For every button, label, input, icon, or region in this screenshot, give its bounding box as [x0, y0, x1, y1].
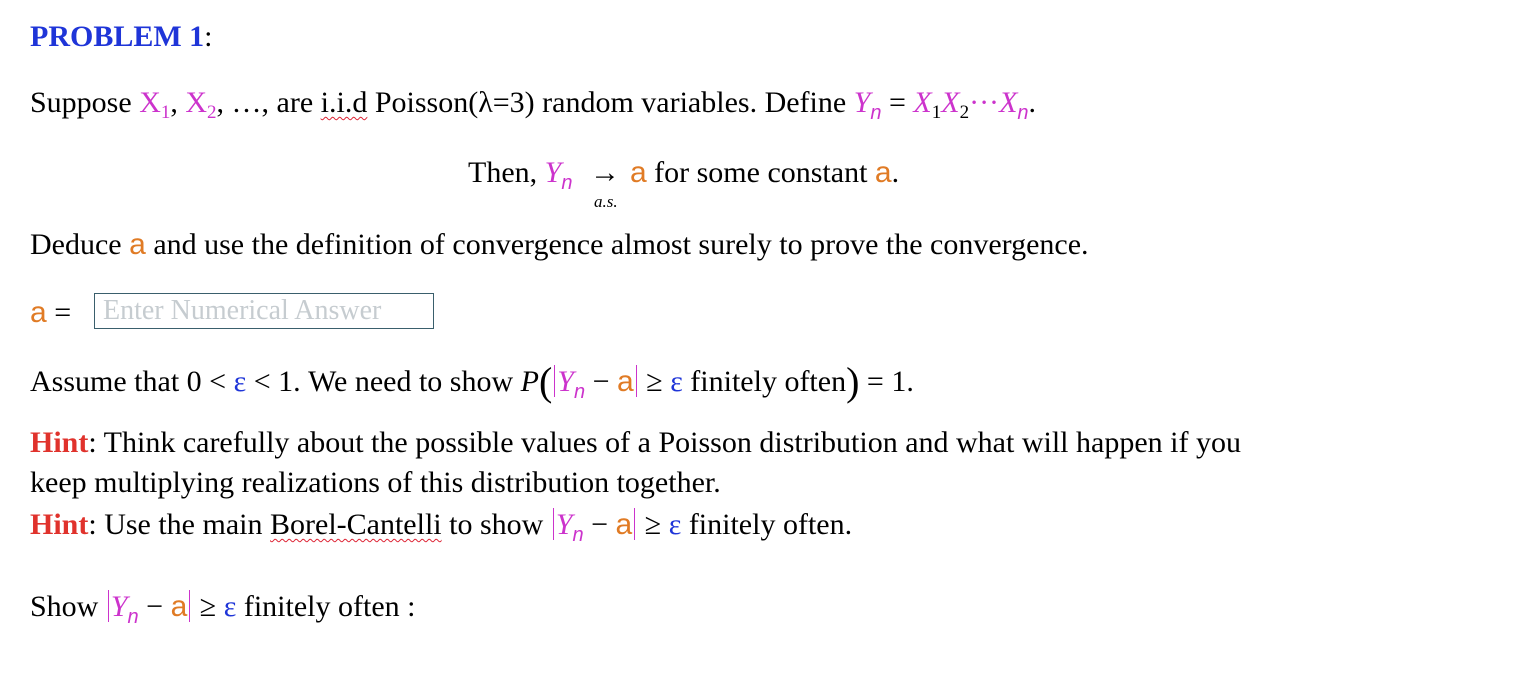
epsilon: ε: [670, 365, 683, 398]
hint-2-text: : Use the main: [88, 508, 270, 541]
minus: −: [585, 365, 618, 398]
ge-sign: ≥: [192, 590, 224, 623]
distribution-text: Poisson(λ=3) random variables. Define: [367, 86, 854, 119]
problem-title: [30, 20, 213, 54]
var-y-sub: n: [870, 102, 882, 124]
show-line: [30, 590, 416, 629]
problem-title-colon: :: [204, 20, 213, 53]
hint-1-text-2: keep multiplying realizations of this distribution together.: [30, 466, 721, 499]
prod-xn: X: [999, 86, 1018, 119]
open-paren: (: [538, 359, 553, 404]
finitely-often-text: finitely often.: [681, 508, 853, 541]
hint-1-text: : Think carefully about the possible values of a Poisson distribution and what will happen if you: [88, 426, 1241, 459]
then-text: Then,: [468, 156, 545, 189]
iid-text: i.i.d: [320, 86, 368, 119]
abs-bar-right: [189, 590, 190, 622]
var-y-sub: n: [573, 381, 586, 403]
prod-dots: ···: [969, 86, 1000, 119]
equals-sign: =: [881, 86, 914, 119]
deduce-rest: and use the definition of convergence almost surely to prove the convergence.: [145, 228, 1089, 261]
hint-1-continued: [30, 466, 721, 500]
prod-x2-sub: 2: [959, 102, 970, 123]
hint-label: Hint: [30, 426, 89, 459]
show-colon: :: [399, 590, 416, 623]
close-paren: ): [846, 359, 860, 404]
var-y: Y: [110, 590, 128, 623]
constant-a-2: a: [874, 156, 892, 189]
abs-bar-right: [634, 508, 635, 540]
minus: −: [583, 508, 616, 541]
minus: −: [138, 590, 171, 623]
var-y: Y: [555, 508, 573, 541]
answer-label: [30, 296, 71, 330]
abs-bar-left: [554, 365, 555, 397]
problem-title-text: PROBLEM 1: [30, 20, 205, 53]
abs-bar-left: [553, 508, 554, 540]
assume-line: [30, 358, 914, 405]
answer-label-eq: =: [46, 296, 72, 329]
problem-statement-line: [30, 86, 1036, 125]
hint-label: Hint: [30, 508, 89, 541]
constant-a: a: [129, 228, 146, 261]
var-y: Y: [853, 86, 871, 119]
statement-sep: ,: [170, 86, 186, 119]
assume-text: Assume that 0 <: [30, 365, 234, 398]
var-x1: X: [139, 86, 161, 119]
borel-cantelli-text: Borel-Cantelli: [270, 508, 442, 541]
to-show-text: to show: [441, 508, 551, 541]
deduce-text: Deduce: [30, 228, 130, 261]
epsilon: ε: [668, 508, 682, 541]
answer-label-a: a: [30, 296, 47, 329]
prod-xn-sub: n: [1017, 102, 1029, 124]
need-to-show-text: < 1. We need to show: [246, 365, 521, 398]
prob-p: P: [520, 365, 539, 398]
ge-sign: ≥: [637, 508, 669, 541]
var-y: Y: [544, 156, 562, 189]
show-text: Show: [30, 590, 106, 623]
arrow-symbol: →: [589, 156, 620, 189]
hint-2: [30, 508, 852, 547]
abs-bar-right: [636, 365, 637, 397]
constant-text: for some constant: [646, 156, 875, 189]
var-x2-sub: 2: [207, 102, 217, 123]
var-x2: X: [185, 86, 208, 119]
var-y-sub: n: [572, 524, 584, 546]
as-label: a.s.: [593, 192, 618, 211]
var-y: Y: [557, 365, 574, 398]
deduce-line: [30, 228, 1089, 262]
prod-x1-sub: 1: [931, 102, 942, 123]
var-y-sub: n: [561, 172, 573, 194]
epsilon: ε: [223, 590, 237, 623]
constant-a: a: [170, 590, 188, 623]
constant-a: a: [629, 156, 647, 189]
equals-one: = 1.: [859, 365, 914, 398]
prod-x2: X: [941, 86, 960, 119]
finitely-often-text: finitely often: [236, 590, 400, 623]
statement-text: Suppose: [30, 86, 140, 119]
constant-a: a: [615, 508, 633, 541]
var-x1-sub: 1: [160, 102, 171, 123]
statement-mid: , …, are: [216, 86, 321, 119]
convergence-end: .: [891, 156, 900, 189]
prod-x1: X: [913, 86, 932, 119]
as-arrow: [589, 156, 620, 211]
convergence-line: [468, 156, 900, 211]
constant-a: a: [617, 365, 634, 398]
abs-bar-left: [108, 590, 109, 622]
epsilon: ε: [233, 365, 247, 398]
numerical-answer-input[interactable]: [94, 293, 434, 329]
ge-sign: ≥: [638, 365, 671, 398]
statement-end: .: [1028, 86, 1037, 119]
var-y-sub: n: [127, 606, 139, 628]
hint-1: [30, 426, 1241, 460]
finitely-often-text: finitely often: [682, 365, 847, 398]
